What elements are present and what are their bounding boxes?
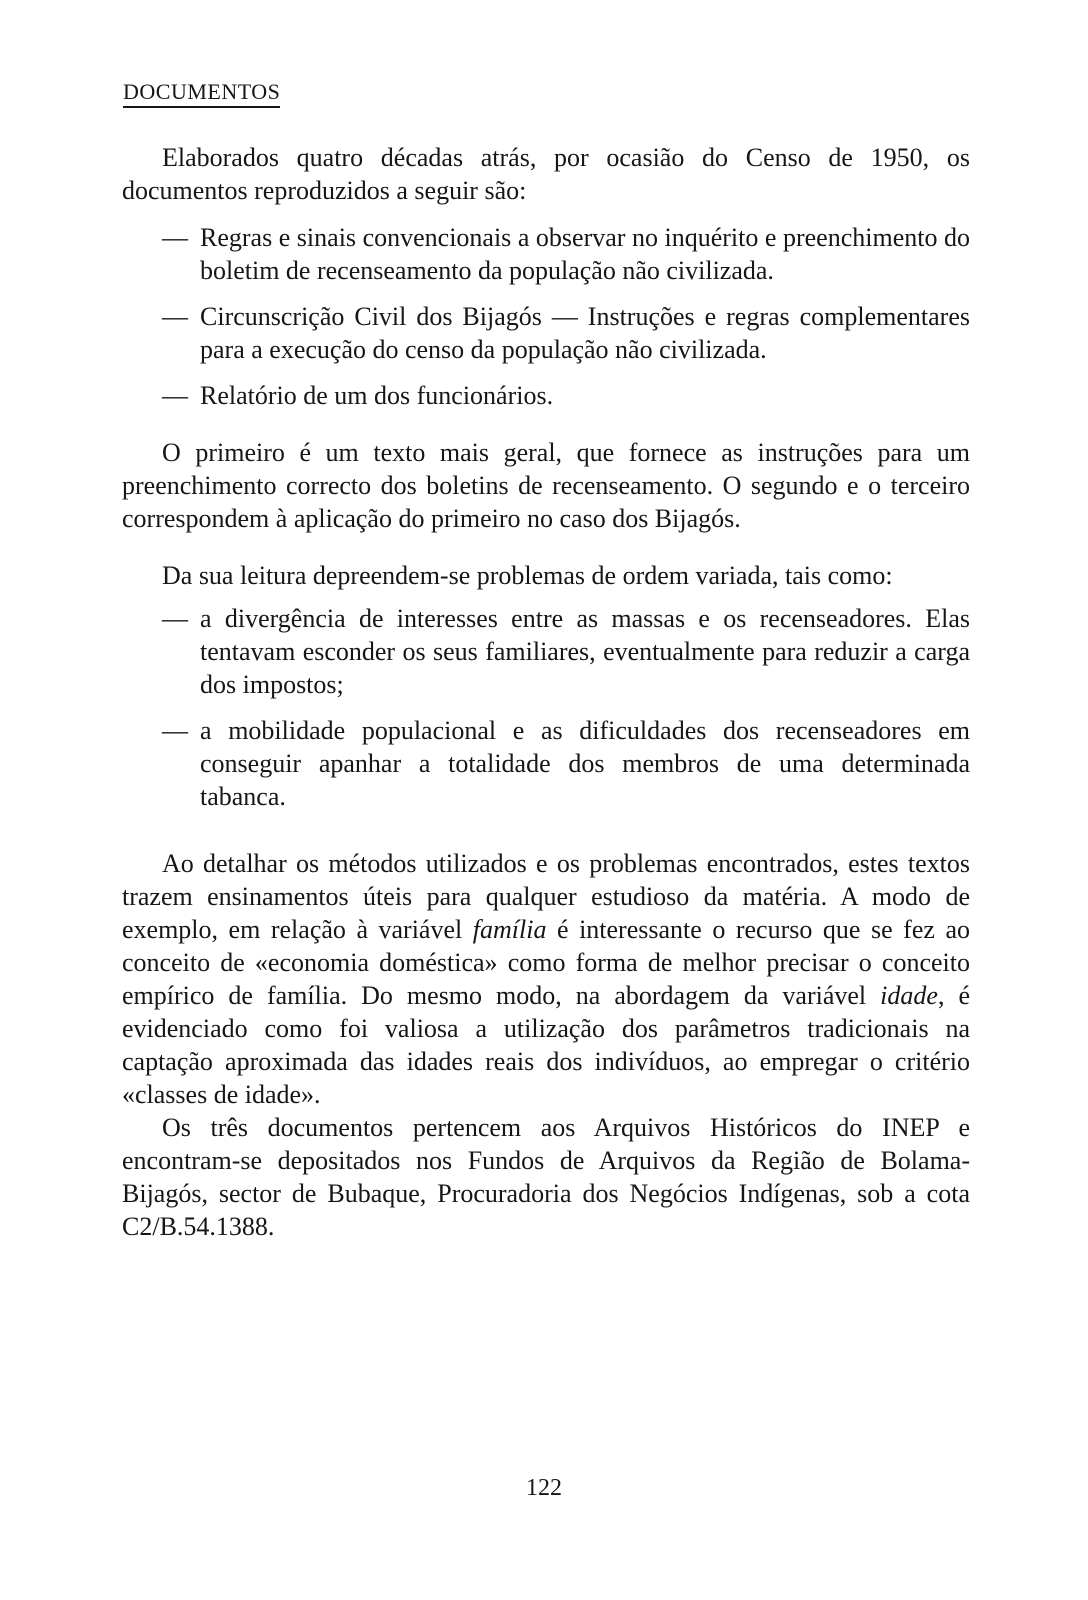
dash-marker: — bbox=[162, 604, 188, 633]
list-item bbox=[122, 379, 970, 412]
list-item-text: Circunscrição Civil dos Bijagós — Instruções e regras complementares para a execução do censo da população não civilizada. bbox=[200, 302, 970, 364]
paragraph-third: Da sua leitura depreendem-se problemas de ordem variada, tais como: bbox=[162, 561, 893, 590]
dash-marker: — bbox=[162, 381, 188, 410]
page-number: 122 bbox=[526, 1475, 562, 1501]
dash-marker: — bbox=[162, 223, 188, 252]
list-item bbox=[122, 714, 970, 813]
paragraph-second: O primeiro é um texto mais geral, que fornece as instruções para um preenchimento correcto dos boletins de recenseamento. O segundo e o terceiro correspondem à aplicação do primeiro no caso dos Bijagós. bbox=[122, 438, 970, 533]
intro-paragraph: Elaborados quatro décadas atrás, por ocasião do Censo de 1950, os documentos reproduzidos a seguir são: bbox=[122, 143, 970, 205]
paragraph-fourth-part1: Ao detalhar os métodos utilizados e os problemas encontrados, estes textos trazem ensinamentos úteis para qualquer estudioso da matéria. A modo de exemplo, em relação à variável bbox=[122, 849, 970, 944]
dash-marker: — bbox=[162, 302, 188, 331]
paragraph-fourth-part3: , é evidenciado como foi valiosa a utilização dos parâmetros tradicionais na captação aproximada das idades reais dos indivíduos, ao empregar o critério «classes de idade». bbox=[122, 981, 970, 1109]
documents-list bbox=[122, 221, 970, 412]
section-heading: DOCUMENTOS bbox=[123, 78, 280, 108]
problems-list bbox=[122, 602, 970, 813]
paragraph-fourth bbox=[122, 847, 970, 1111]
list-item-text: Relatório de um dos funcionários. bbox=[200, 381, 554, 410]
list-item bbox=[122, 300, 970, 366]
term-familia: família bbox=[472, 915, 547, 944]
body-text bbox=[122, 141, 970, 1243]
list-item-text: a divergência de interesses entre as massas e os recenseadores. Elas tentavam esconder os seus familiares, eventualmente para reduzir a carga dos impostos; bbox=[200, 604, 970, 699]
paragraph-fourth-part2: é interessante o recurso que se fez ao conceito de «economia doméstica» como forma de melhor precisar o conceito empírico de família. Do mesmo modo, na abordagem da variável bbox=[122, 915, 970, 1010]
list-item-text: Regras e sinais convencionais a observar no inquérito e preenchimento do boletim de recenseamento da população não civilizada. bbox=[200, 223, 970, 285]
list-item bbox=[122, 602, 970, 701]
list-item bbox=[122, 221, 970, 287]
term-idade: idade bbox=[880, 981, 938, 1010]
dash-marker: — bbox=[162, 716, 188, 745]
paragraph-fifth: Os três documentos pertencem aos Arquivos Históricos do INEP e encontram-se depositados nos Fundos de Arquivos da Região de Bolama-Bijagós, sector de Bubaque, Procuradoria dos Negócios Indígenas, sob a cota C2/B.54.1388. bbox=[122, 1113, 970, 1241]
list-item-text: a mobilidade populacional e as dificuldades dos recenseadores em conseguir apanhar a totalidade dos membros de uma determinada tabanca. bbox=[200, 716, 970, 811]
